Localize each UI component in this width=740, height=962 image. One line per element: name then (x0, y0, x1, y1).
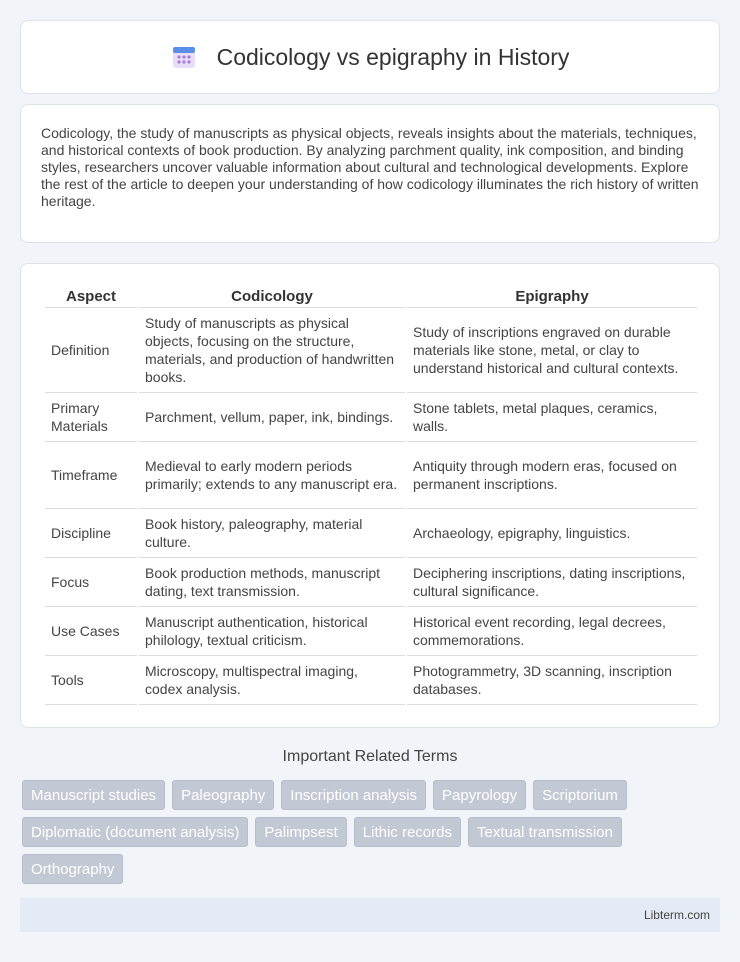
header-card (20, 20, 720, 94)
table-row (45, 558, 697, 607)
table-row (45, 308, 697, 393)
footer-brand-link[interactable]: Libterm.com (643, 908, 710, 922)
table-row (45, 393, 697, 442)
related-term-tag[interactable]: Textual transmission (468, 817, 622, 847)
cell-aspect: Timeframe (45, 442, 137, 509)
cell-codicology: Parchment, vellum, paper, ink, bindings. (139, 393, 405, 442)
cell-epigraphy: Study of inscriptions engraved on durable materials like stone, metal, or clay to understand historical and cultural contexts. (407, 308, 697, 393)
related-term-tag[interactable]: Inscription analysis (281, 780, 426, 810)
comparison-table (43, 284, 699, 705)
cell-epigraphy: Antiquity through modern eras, focused on permanent inscriptions. (407, 442, 697, 509)
header-epigraphy: Epigraphy (407, 284, 697, 308)
cell-codicology: Book production methods, manuscript dating, text transmission. (139, 558, 405, 607)
cell-codicology: Microscopy, multispectral imaging, codex analysis. (139, 656, 405, 705)
calendar-icon (171, 44, 197, 70)
cell-codicology: Book history, paleography, material culture. (139, 509, 405, 558)
related-term-tag[interactable]: Manuscript studies (22, 780, 165, 810)
cell-epigraphy: Archaeology, epigraphy, linguistics. (407, 509, 697, 558)
cell-aspect: Use Cases (45, 607, 137, 656)
cell-aspect: Focus (45, 558, 137, 607)
footer (20, 898, 720, 932)
comparison-table-card (20, 263, 720, 728)
related-term-tag[interactable]: Diplomatic (document analysis) (22, 817, 248, 847)
table-row (45, 442, 697, 509)
header-codicology: Codicology (139, 284, 405, 308)
cell-aspect: Definition (45, 308, 137, 393)
page-title: Codicology vs epigraphy in History (216, 43, 570, 70)
related-term-tag[interactable]: Orthography (22, 854, 123, 884)
cell-epigraphy: Photogrammetry, 3D scanning, inscription databases. (407, 656, 697, 705)
cell-epigraphy: Stone tablets, metal plaques, ceramics, walls. (407, 393, 697, 442)
table-header-row (45, 284, 697, 308)
related-term-tag[interactable]: Scriptorium (533, 780, 627, 810)
cell-aspect: Tools (45, 656, 137, 705)
cell-epigraphy: Historical event recording, legal decrees, commemorations. (407, 607, 697, 656)
intro-card (20, 104, 720, 243)
related-terms-title: Important Related Terms (282, 748, 458, 765)
related-term-tag[interactable]: Lithic records (354, 817, 461, 847)
cell-codicology: Study of manuscripts as physical objects, focusing on the structure, materials, and production of handwritten books. (139, 308, 405, 393)
related-term-tag[interactable]: Paleography (172, 780, 274, 810)
cell-codicology: Manuscript authentication, historical philology, textual criticism. (139, 607, 405, 656)
cell-codicology: Medieval to early modern periods primarily; extends to any manuscript era. (139, 442, 405, 509)
related-terms-tags (22, 780, 722, 884)
table-row (45, 656, 697, 705)
cell-aspect: Discipline (45, 509, 137, 558)
table-row (45, 607, 697, 656)
related-term-tag[interactable]: Papyrology (433, 780, 526, 810)
header-aspect: Aspect (45, 284, 137, 308)
cell-aspect: Primary Materials (45, 393, 137, 442)
table-row (45, 509, 697, 558)
cell-epigraphy: Deciphering inscriptions, dating inscriptions, cultural significance. (407, 558, 697, 607)
intro-text: Codicology, the study of manuscripts as physical objects, reveals insights about the materials, techniques, and historical contexts of book production. By analyzing parchment quality, ink composition, and binding styles, researchers uncover valuable information about cultural and technological developments. Explore the rest of the article to deepen your understanding of how codicology illuminates the rich history of written heritage. (41, 125, 699, 209)
related-term-tag[interactable]: Palimpsest (255, 817, 346, 847)
